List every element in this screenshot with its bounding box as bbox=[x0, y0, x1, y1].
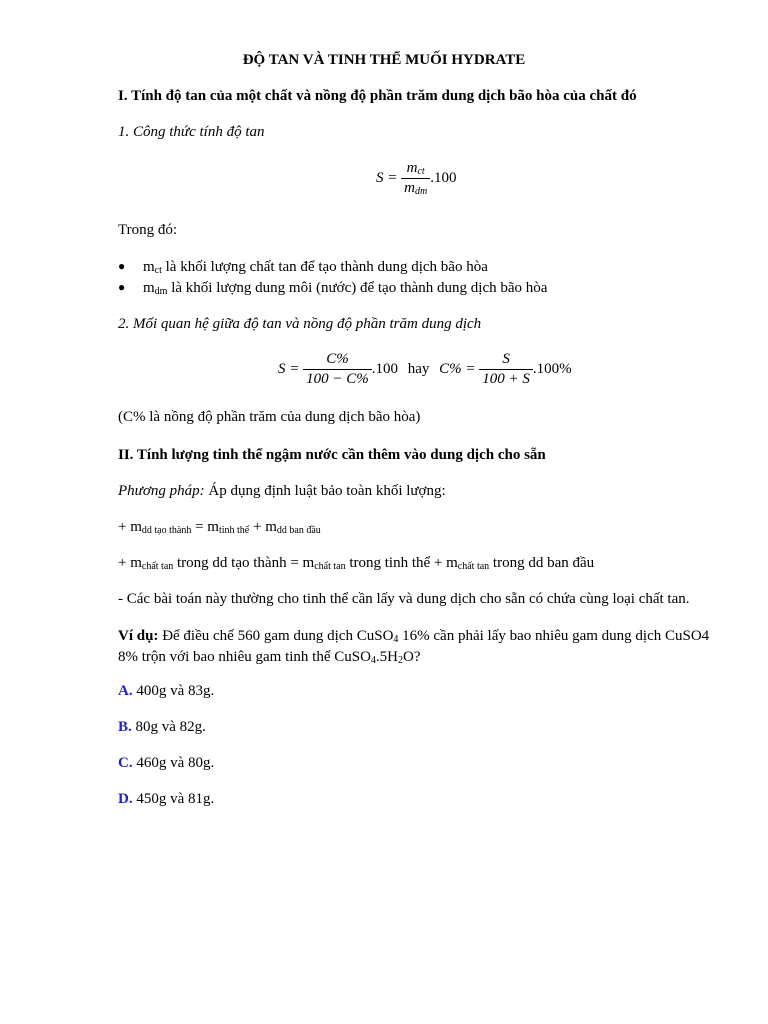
eq2-sub3: chất tan bbox=[457, 561, 490, 572]
mass-equation bbox=[118, 518, 321, 536]
option-d-letter: D. bbox=[118, 791, 133, 807]
formula2-fraction1 bbox=[303, 351, 372, 388]
formula1-num-sub: ct bbox=[417, 166, 425, 177]
bullet-dot: ● bbox=[118, 280, 126, 294]
option-a-letter: A. bbox=[118, 683, 133, 699]
example-text-a: Để điều chế 560 gam dung dịch CuSO bbox=[158, 628, 394, 644]
eq1-sub1: dd tạo thành bbox=[141, 525, 192, 536]
example2-sub1: 4 bbox=[370, 655, 376, 666]
bullet-item-solvent bbox=[143, 279, 547, 297]
option-b-letter: B. bbox=[118, 719, 132, 735]
example2-text-a: 8% trộn với bao nhiêu gam tinh thể CuSO bbox=[118, 649, 371, 665]
where-label: Trong đó: bbox=[118, 222, 178, 238]
option-c-text: 460g và 80g. bbox=[132, 755, 215, 771]
bullet-dot: ● bbox=[118, 259, 126, 273]
remark-line: - Các bài toán này thường cho tinh thể cần lấy và dung dịch cho sẵn có chứa cùng loại chất tan. bbox=[118, 591, 690, 607]
option-d bbox=[118, 790, 214, 808]
bullet1-base: m bbox=[143, 259, 155, 275]
bullet1-text: là khối lượng chất tan để tạo thành dung dịch bão hòa bbox=[161, 259, 488, 275]
formula1-lhs: S = bbox=[376, 169, 398, 186]
formula1-tail: .100 bbox=[430, 169, 457, 186]
section2-heading: II. Tính lượng tinh thể ngậm nước cần thêm vào dung dịch cho sẵn bbox=[118, 447, 546, 463]
section1-heading: I. Tính độ tan của một chất và nồng độ phần trăm dung dịch bão hòa của chất đó bbox=[118, 88, 637, 104]
formula2-lhs2: C% = bbox=[439, 360, 476, 377]
eq2-part4: trong dd ban đầu bbox=[489, 555, 595, 571]
option-a-text: 400g và 83g. bbox=[132, 683, 215, 699]
formula1-den-sub: dm bbox=[414, 186, 428, 197]
example2-sub2: 2 bbox=[398, 655, 403, 666]
method-line bbox=[118, 482, 446, 500]
bullet-item-solute bbox=[143, 258, 488, 276]
subheading-relation: 2. Mối quan hệ giữa độ tan và nồng độ phần trăm dung dịch bbox=[118, 316, 482, 332]
example-label: Ví dụ: bbox=[118, 628, 159, 644]
example2-text-b: .5H bbox=[375, 649, 398, 665]
bullet2-base: m bbox=[143, 280, 155, 296]
eq1-sub3: dd ban đầu bbox=[276, 525, 321, 536]
option-c bbox=[118, 754, 214, 772]
method-label: Phương pháp: bbox=[118, 483, 205, 499]
document-title: ĐỘ TAN VÀ TINH THỂ MUỐI HYDRATE bbox=[242, 52, 526, 68]
formula1-den-base: m bbox=[404, 180, 415, 196]
example2-text-c: O? bbox=[403, 649, 421, 665]
option-b bbox=[118, 718, 206, 736]
option-b-text: 80g và 82g. bbox=[131, 719, 206, 735]
eq2-part3: trong tinh thể + m bbox=[345, 555, 458, 571]
eq2-part2: trong dd tạo thành = m bbox=[173, 555, 315, 571]
relation-formula bbox=[278, 351, 572, 388]
formula2-fraction2 bbox=[479, 351, 533, 388]
eq1-part3: + m bbox=[249, 519, 277, 535]
eq1-part1: + m bbox=[118, 519, 142, 535]
option-c-letter: C. bbox=[118, 755, 133, 771]
solute-equation bbox=[118, 554, 594, 572]
formula2-den1: 100 − C% bbox=[303, 369, 372, 388]
eq2-part1: + m bbox=[118, 555, 142, 571]
subheading-solubility-formula: 1. Công thức tính độ tan bbox=[118, 124, 265, 140]
formula2-den2: 100 + S bbox=[479, 369, 533, 388]
formula2-lhs1: S = bbox=[278, 360, 300, 377]
formula2-tail1: .100 bbox=[371, 360, 398, 377]
eq1-sub2: tinh thể bbox=[218, 525, 250, 536]
bullet2-sub: dm bbox=[154, 286, 168, 297]
eq2-sub2: chất tan bbox=[314, 561, 346, 572]
example-line2 bbox=[118, 648, 421, 666]
formula2-num1: C% bbox=[326, 351, 349, 367]
formula2-tail2: .100% bbox=[532, 360, 572, 377]
method-text: Áp dụng định luật bảo toàn khối lượng: bbox=[204, 483, 446, 499]
example-sub: 4 bbox=[393, 634, 399, 645]
formula2-num2: S bbox=[502, 351, 510, 367]
bullet1-sub: ct bbox=[154, 265, 162, 276]
option-a bbox=[118, 682, 214, 700]
example-text-b: 16% cần phải lấy bao nhiêu gam dung dịch CuSO4 bbox=[398, 628, 710, 644]
eq2-sub1: chất tan bbox=[141, 561, 174, 572]
bullet2-text: là khối lượng dung môi (nước) để tạo thành dung dịch bão hòa bbox=[167, 280, 548, 296]
formula1-fraction bbox=[401, 160, 430, 197]
formula2-hay: hay bbox=[407, 360, 430, 377]
formula1-num-base: m bbox=[406, 160, 418, 176]
example-line1 bbox=[118, 627, 709, 645]
percent-note: (C% là nồng độ phần trăm của dung dịch bão hòa) bbox=[118, 409, 421, 425]
eq1-part2: = m bbox=[191, 519, 219, 535]
solubility-formula bbox=[376, 160, 456, 197]
option-d-text: 450g và 81g. bbox=[132, 791, 215, 807]
